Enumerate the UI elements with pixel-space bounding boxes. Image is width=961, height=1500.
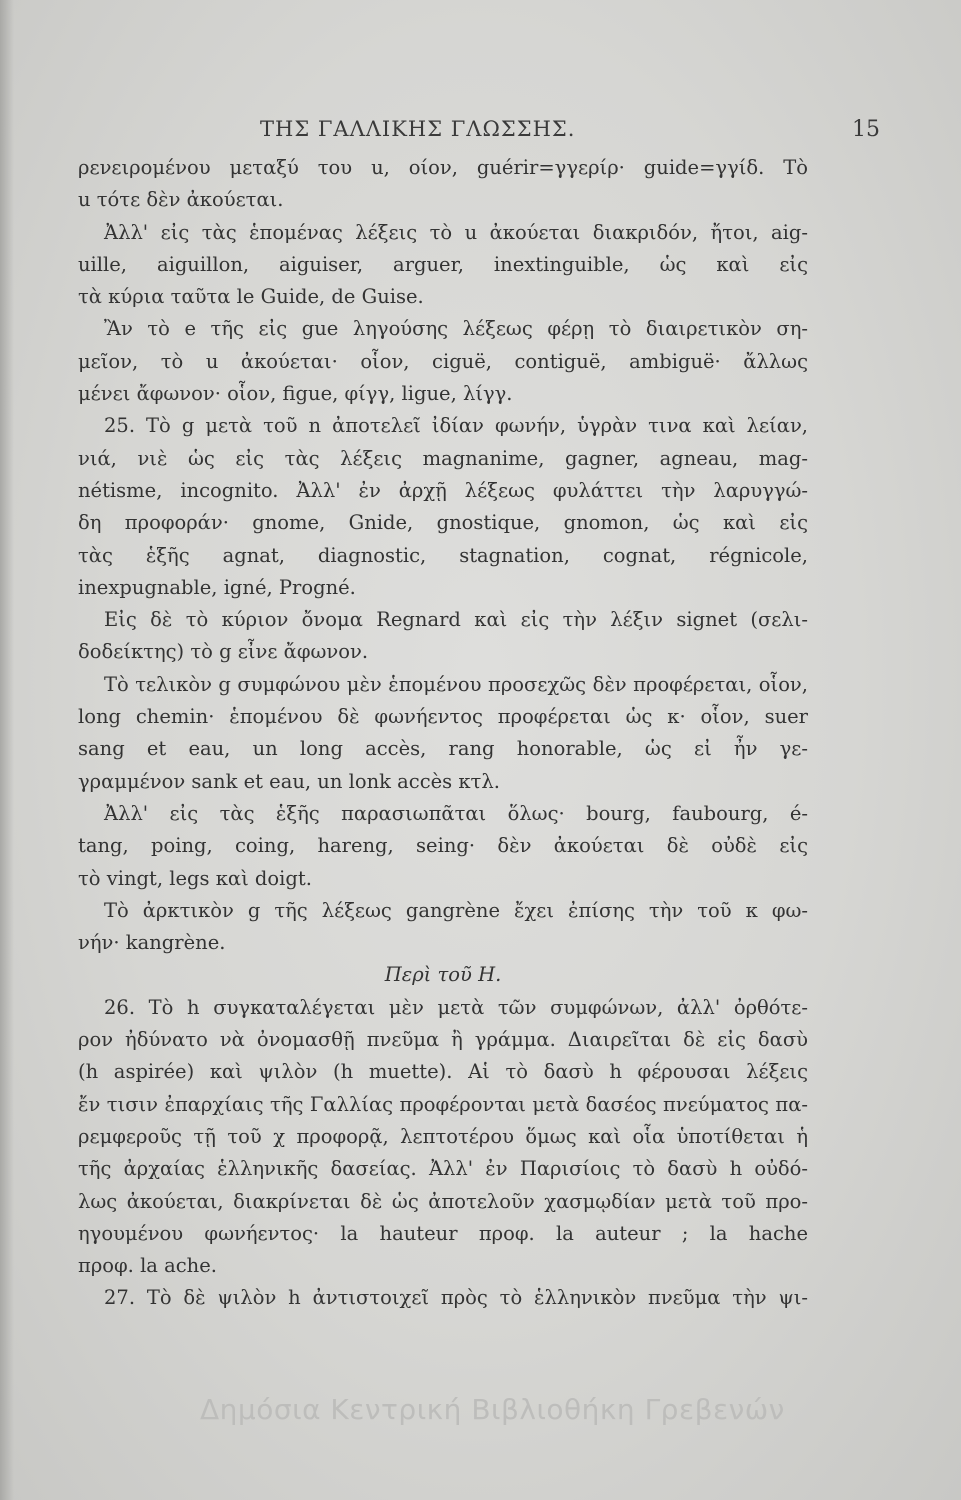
section-heading: Περὶ τοῦ H. [384,963,502,987]
text-line: ηγουμένου φωνήεντος· la hauteur προφ. la auteur ; la hache [78,1221,808,1245]
text-line: Ἀλλ' εἰς τὰς ἑξῆς παρασιωπᾶται ὅλως· bourg, faubourg, é- [104,801,808,825]
text-line: long chemin· ἑπομένου δὲ φωνήεντος προφέρεται ὡς κ· οἷον, suer [78,705,808,729]
text-line: μένει ἄφωνον· οἷον, figue, φίγγ, ligue, λίγγ. [78,382,513,406]
page-header [60,117,880,151]
text-line: τὰ κύρια ταῦτα le Guide, de Guise. [78,285,424,309]
text-line: δη προφοράν· gnome, Gnide, gnostique, gnomon, ὡς καὶ εἰς [78,511,808,535]
text-line: tang, poing, coing, hareng, seing· δὲν ἀκούεται δὲ οὐδὲ εἰς [78,834,808,858]
text-line: γραμμένον sank et eau, un lonk accès κτλ. [78,769,500,793]
body-text [78,152,808,1315]
text-line: νιά, νιὲ ὡς εἰς τὰς λέξεις magnanime, gagner, agneau, mag- [78,446,808,470]
text-line: Εἰς δὲ τὸ κύριον ὄνομα Regnard καὶ εἰς τὴν λέξιν signet (σελι- [104,608,808,632]
page-number: 15 [852,117,880,142]
page-shadow-edge [0,0,14,1500]
text-line: 27. Τὸ δὲ ψιλὸν h ἀντιστοιχεῖ πρὸς τὸ ἑλληνικὸν πνεῦμα τὴν ψι- [104,1286,808,1310]
text-line: ρον ἠδύνατο νὰ ὀνομασθῇ πνεῦμα ἢ γράμμα. Διαιρεῖται δὲ εἰς δασὺ [78,1028,808,1052]
text-line: 25. Τὸ g μετὰ τοῦ n ἀποτελεῖ ἰδίαν φωνήν, ὑγρὰν τινα καὶ λείαν, [104,414,808,438]
text-line: Τὸ ἀρκτικὸν g τῆς λέξεως gangrène ἔχει ἐπίσης τὴν τοῦ κ φω- [104,898,808,922]
text-line: τὰς ἑξῆς agnat, diagnostic, stagnation, cognat, régnicole, [78,543,808,567]
text-line: inexpugnable, igné, Progné. [78,575,356,599]
text-line: Ἀλλ' εἰς τὰς ἑπομένας λέξεις τὸ u ἀκούεται διακριδόν, ἤτοι, aig- [104,220,808,244]
text-line: ἔν τισιν ἐπαρχίαις τῆς Γαλλίας προφέρονται μετὰ δασέος πνεύματος πα- [78,1092,808,1116]
text-line: ρενειρομένου μεταξύ του u, οίον, guérir=γγερίρ· guide=γγίδ. Τὸ [78,156,808,179]
text-line: (h aspirée) καὶ ψιλὸν (h muette). Αἱ τὸ δασὺ h φέρουσαι λέξεις [78,1060,808,1084]
text-line: Ἂν τὸ e τῆς εἰς gue ληγούσης λέξεως φέρῃ τὸ διαιρετικὸν ση- [104,317,808,341]
text-line: uille, aiguillon, aiguiser, arguer, inextinguible, ὡς καὶ εἰς [78,252,808,276]
text-line: τὸ vingt, legs καὶ doigt. [78,866,312,890]
text-line: sang et eau, un long accès, rang honorable, ὡς εἰ ἦν γε- [78,737,808,761]
text-line: δοδείκτης) τὸ g εἶνε ἄφωνον. [78,640,369,664]
text-line: τῆς ἀρχαίας ἑλληνικῆς δασείας. Ἀλλ' ἐν Παρισίοις τὸ δασὺ h οὐδό- [78,1157,808,1181]
text-line: Τὸ τελικὸν g συμφώνου μὲν ἑπομένου προσεχῶς δὲν προφέρεται, οἷον, [104,672,808,696]
text-line: μεῖον, τὸ u ἀκούεται· οἷον, ciguë, contiguë, ambiguë· ἄλλως [78,349,808,373]
text-line: u τότε δὲν ἀκούεται. [78,188,284,212]
text-line: νήν· kangrène. [78,931,226,955]
text-line: ρεμφεροῦς τῇ τοῦ χ προφορᾷ, λεπτοτέρου ὅμως καὶ οἷα ὑποτίθεται ἡ [78,1124,808,1148]
library-watermark: Δημόσια Κεντρική Βιβλιοθήκη Γρεβενών [200,1393,785,1426]
text-line: προφ. la ache. [78,1254,217,1278]
text-line: λως ἀκούεται, διακρίνεται δὲ ὡς ἀποτελοῦν χασμῳδίαν μετὰ τοῦ προ- [78,1189,808,1213]
text-line: 26. Τὸ h συγκαταλέγεται μὲν μετὰ τῶν συμφώνων, ἀλλ' ὀρθότε- [104,995,808,1019]
running-title: ΤΗΣ ΓΑΛΛΙΚΗΣ ΓΛΩΣΣΗΣ. [260,117,576,141]
text-line: nétisme, incognito. Ἀλλ' ἐν ἀρχῇ λέξεως φυλάττει τὴν λαρυγγώ- [78,478,808,502]
